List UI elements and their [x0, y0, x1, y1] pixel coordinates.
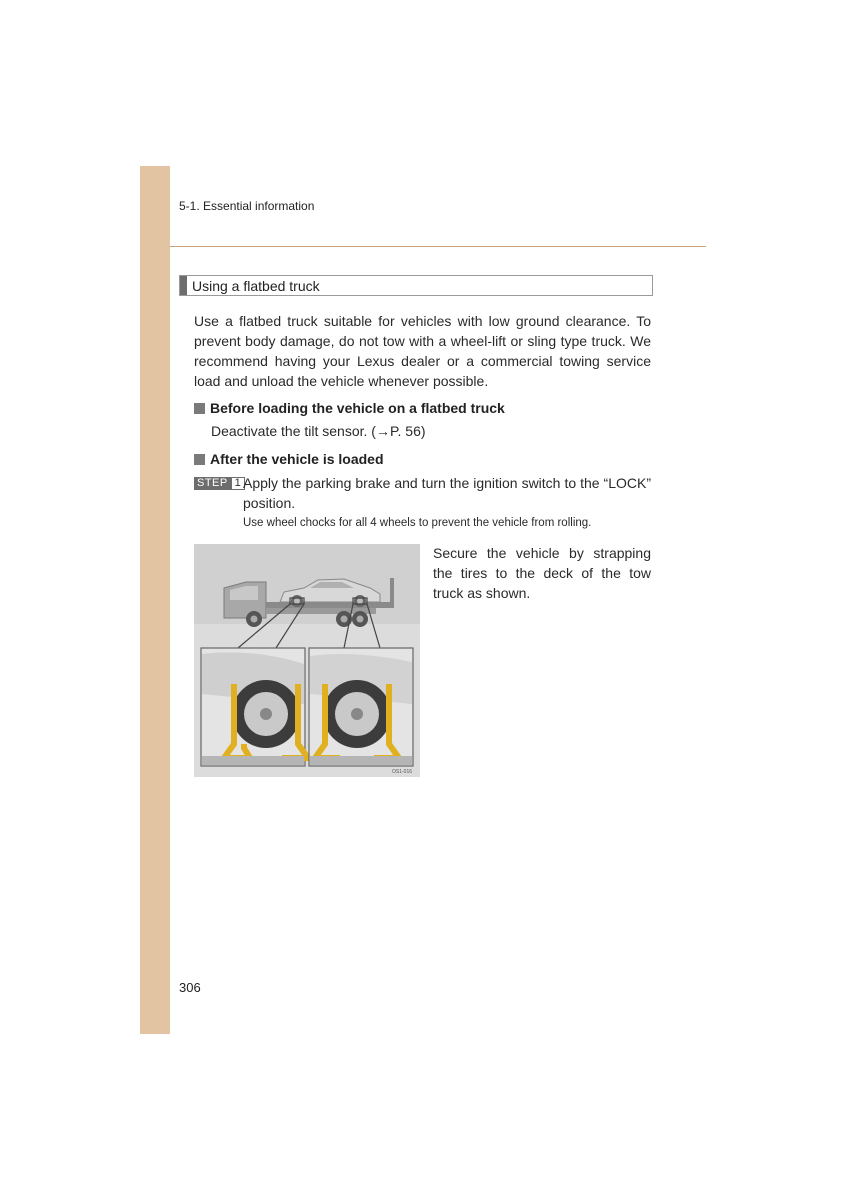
before-loading-heading [194, 400, 505, 416]
intro-paragraph: Use a flatbed truck suitable for vehicles with low ground clearance. To prevent body damage, do not tow with a wheel-lift or sling type truck. We recommend having your Lexus dealer or a commercial towing service load and unload the vehicle whenever possible. [194, 313, 651, 389]
section-label: 5-1. Essential information [179, 199, 315, 213]
section-heading [179, 275, 653, 296]
page-number: 306 [179, 980, 201, 995]
flatbed-truck-illustration [194, 544, 420, 777]
section-title: Using a flatbed truck [192, 278, 320, 294]
square-bullet-icon [194, 403, 205, 414]
chapter-side-tab [140, 166, 170, 1034]
step-number: 1 [231, 477, 245, 490]
step-label: STEP [194, 477, 231, 490]
before-loading-heading-text: Before loading the vehicle on a flatbed truck [210, 400, 505, 416]
after-loading-heading [194, 451, 384, 467]
rear-wheel-detail [309, 648, 413, 766]
square-bullet-icon [194, 454, 205, 465]
step-1-note: Use wheel chocks for all 4 wheels to prevent the vehicle from rolling. [243, 517, 592, 529]
front-wheel-detail [201, 648, 308, 766]
illustration-code: OS1-016 [392, 769, 413, 775]
step-2-text: Secure the vehicle by strapping the tires to the deck of the tow truck as shown. [433, 545, 651, 601]
before-loading-text: Deactivate the tilt sensor. (→P. 56) [211, 423, 426, 439]
step-1-badge [194, 477, 245, 490]
header-divider [170, 246, 706, 247]
step-1-text: Apply the parking brake and turn the ignition switch to the “LOCK” position. [243, 475, 651, 511]
heading-bar [180, 276, 187, 295]
after-loading-heading-text: After the vehicle is loaded [210, 451, 384, 467]
